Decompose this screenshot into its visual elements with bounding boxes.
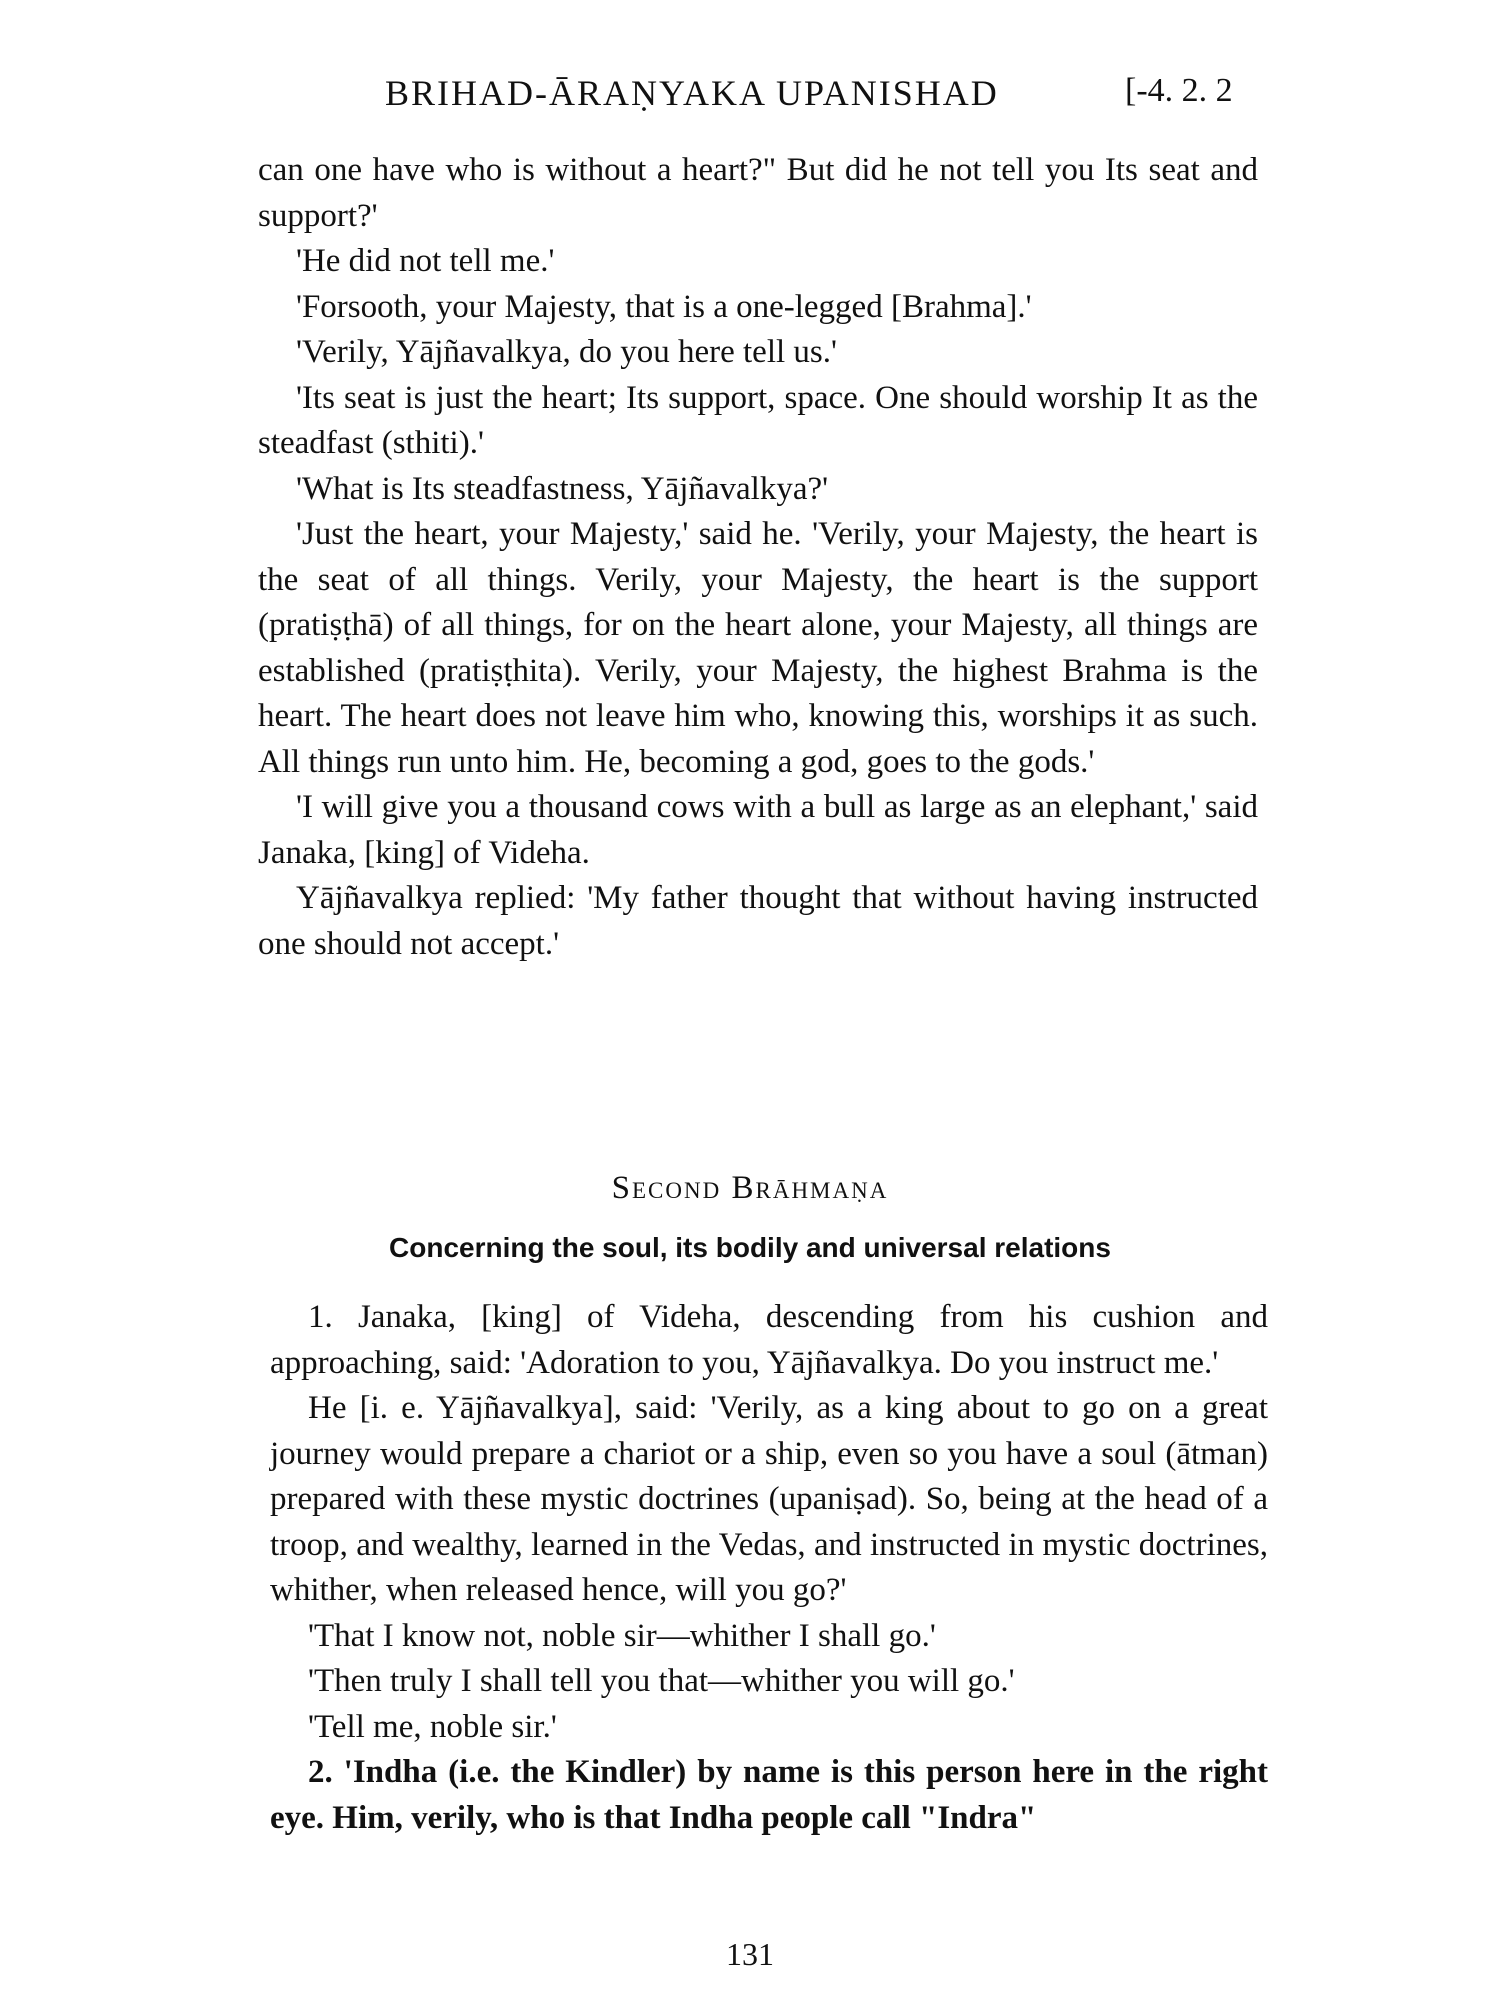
paragraph: 'Its seat is just the heart; Its support, space. One should worship It as the steadfast (sthiti).' [258,379,1258,461]
section-subtitle: Concerning the soul, its bodily and universal relations [389,1232,1111,1263]
page-number: 131 [726,1936,774,1972]
paragraph: 'Then truly I shall tell you that—whither you will go.' [308,1663,1015,1699]
paragraph: 'Forsooth, your Majesty, that is a one-legged [Brahma].' [296,288,1032,325]
paragraph: 'Verily, Yājñavalkya, do you here tell us.' [296,334,837,370]
paragraph: can one have who is without a heart?" But did he not tell you Its seat and support?' [258,152,1258,234]
section-reference: [-4. 2. 2 [1125,72,1233,109]
paragraph: 'What is Its steadfastness, Yājñavalkya?' [296,470,829,507]
paragraph: He [i. e. Yājñavalkya], said: 'Verily, as a king about to go on a great journey would prepare a chariot or a ship, even so you have a soul (ātman) prepared with these mystic doctrines (upaniṣad). So, being at the head of a troop, and wealthy, learned in the Vedas, and instructed in mystic doctrines, whither, when released hence, will you go?' [270,1390,1268,1608]
second-brahmana-text [270,1295,1268,1841]
paragraph: 'Tell me, noble sir.' [308,1708,557,1745]
paragraph: 'That I know not, noble sir—whither I shall go.' [308,1617,936,1654]
paragraph: 'Just the heart, your Majesty,' said he. 'Verily, your Majesty, the heart is the seat of all things. Verily, your Majesty, the heart is the support (pratiṣṭhā) of all things, for on the heart alone, your Majesty, all things are established (pratiṣṭhita). Verily, your Majesty, the highest Brahma is the heart. The heart does not leave him who, knowing this, worships it as such. All things run unto him. He, becoming a god, goes to the gods.' [258,516,1258,780]
paragraph: 2. 'Indha (i.e. the Kindler) by name is this person here in the right eye. Him, verily, who is that Indha people call "Indra" [270,1754,1268,1836]
paragraph: 1. Janaka, [king] of Videha, descending from his cushion and approaching, said: 'Adoration to you, Yājñavalkya. Do you instruct me.' [270,1299,1268,1381]
paragraph: 'I will give you a thousand cows with a bull as large as an elephant,' said Janaka, [king] of Videha. [258,789,1258,871]
section-title: Second Brāhmaṇa [611,1170,889,1206]
running-title: BRIHAD-ĀRAṆYAKA UPANISHAD [385,73,999,113]
paragraph: Yājñavalkya replied: 'My father thought that without having instructed one should not accept.' [258,880,1258,962]
paragraph: 'He did not tell me.' [296,243,555,279]
dialogue-continuation [258,148,1258,967]
